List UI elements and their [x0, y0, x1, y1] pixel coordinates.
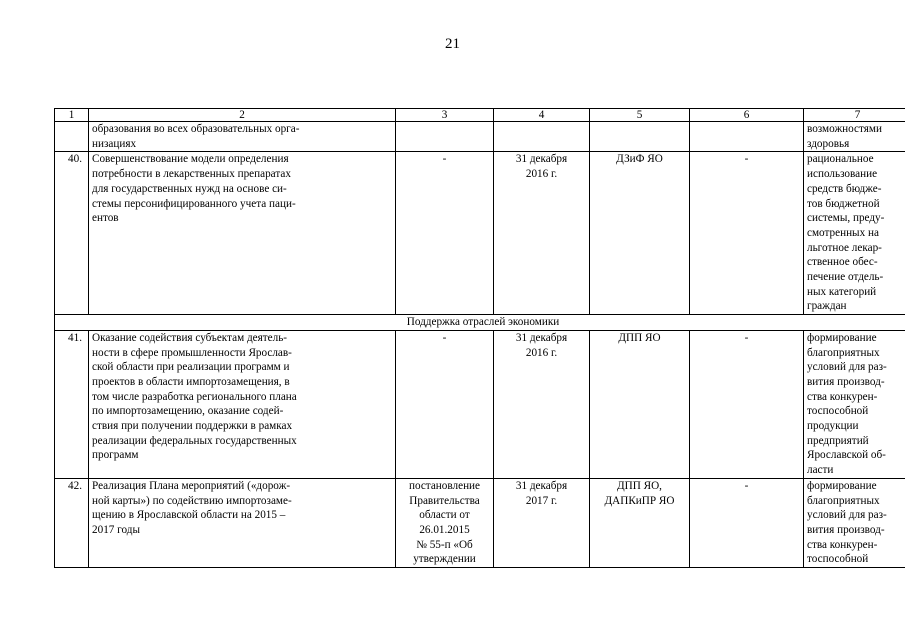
header-row — [55, 109, 905, 122]
cont-name: образования во всех образовательных орга- низациях — [89, 122, 396, 152]
table-row-42 — [55, 478, 905, 567]
row40-col6: - — [690, 152, 804, 315]
row42-deadline: 31 декабря 2017 г. — [494, 478, 590, 567]
row41-basis: - — [396, 330, 494, 478]
cont-executor — [590, 122, 690, 152]
cont-basis — [396, 122, 494, 152]
header-cell-4: 4 — [494, 109, 590, 122]
header-cell-6: 6 — [690, 109, 804, 122]
row42-col6: - — [690, 478, 804, 567]
continuation-row — [55, 122, 905, 152]
row42-name: Реализация Плана мероприятий («дорож- ной карты») по содействию импортозаме- щению в Ярославской области на 2015 – 2017 годы — [89, 478, 396, 567]
header-cell-3: 3 — [396, 109, 494, 122]
row41-result: формирование благоприятных условий для раз- вития производ- ства конкурен- тоспособной продукции предприятий Ярославской об- ласти — [804, 330, 905, 478]
row41-num: 41. — [55, 330, 89, 478]
table-row-41 — [55, 330, 905, 478]
row40-basis: - — [396, 152, 494, 315]
measures-table — [54, 108, 905, 568]
cont-num — [55, 122, 89, 152]
header-cell-1: 1 — [55, 109, 89, 122]
row40-num: 40. — [55, 152, 89, 315]
row40-executor: ДЗиФ ЯО — [590, 152, 690, 315]
row40-name: Совершенствование модели определения потребности в лекарственных препаратах для государственных нужд на основе си- стемы персонифицированного учета паци- ентов — [89, 152, 396, 315]
row42-result: формирование благоприятных условий для раз- вития производ- ства конкурен- тоспособной — [804, 478, 905, 567]
row41-deadline: 31 декабря 2016 г. — [494, 330, 590, 478]
section-title: Поддержка отраслей экономики — [55, 315, 905, 331]
row42-executor: ДПП ЯО, ДАПКиПР ЯО — [590, 478, 690, 567]
header-cell-7: 7 — [804, 109, 905, 122]
page-number: 21 — [445, 36, 460, 52]
cont-deadline — [494, 122, 590, 152]
row42-num: 42. — [55, 478, 89, 567]
header-cell-5: 5 — [590, 109, 690, 122]
section-row — [55, 315, 905, 331]
cont-result: возможностями здоровья — [804, 122, 905, 152]
row41-col6: - — [690, 330, 804, 478]
table-row-40 — [55, 152, 905, 315]
row40-deadline: 31 декабря 2016 г. — [494, 152, 590, 315]
header-cell-2: 2 — [89, 109, 396, 122]
row41-name: Оказание содействия субъектам деятель- ности в сфере промышленности Ярослав- ской области при реализации программ и проектов в области импортозамещения, в том числе разработка регионального плана по импортозамещению, оказание содей- ствия при получении поддержки в рамках реализации федеральных государственных программ — [89, 330, 396, 478]
row40-result: рациональное использование средств бюдже- тов бюджетной системы, преду- смотренных на льготное лекар- ственное обес- печение отдель- ных категорий граждан — [804, 152, 905, 315]
row41-executor: ДПП ЯО — [590, 330, 690, 478]
cont-col6 — [690, 122, 804, 152]
row42-basis: постановление Правительства области от 26.01.2015 № 55-п «Об утверждении — [396, 478, 494, 567]
